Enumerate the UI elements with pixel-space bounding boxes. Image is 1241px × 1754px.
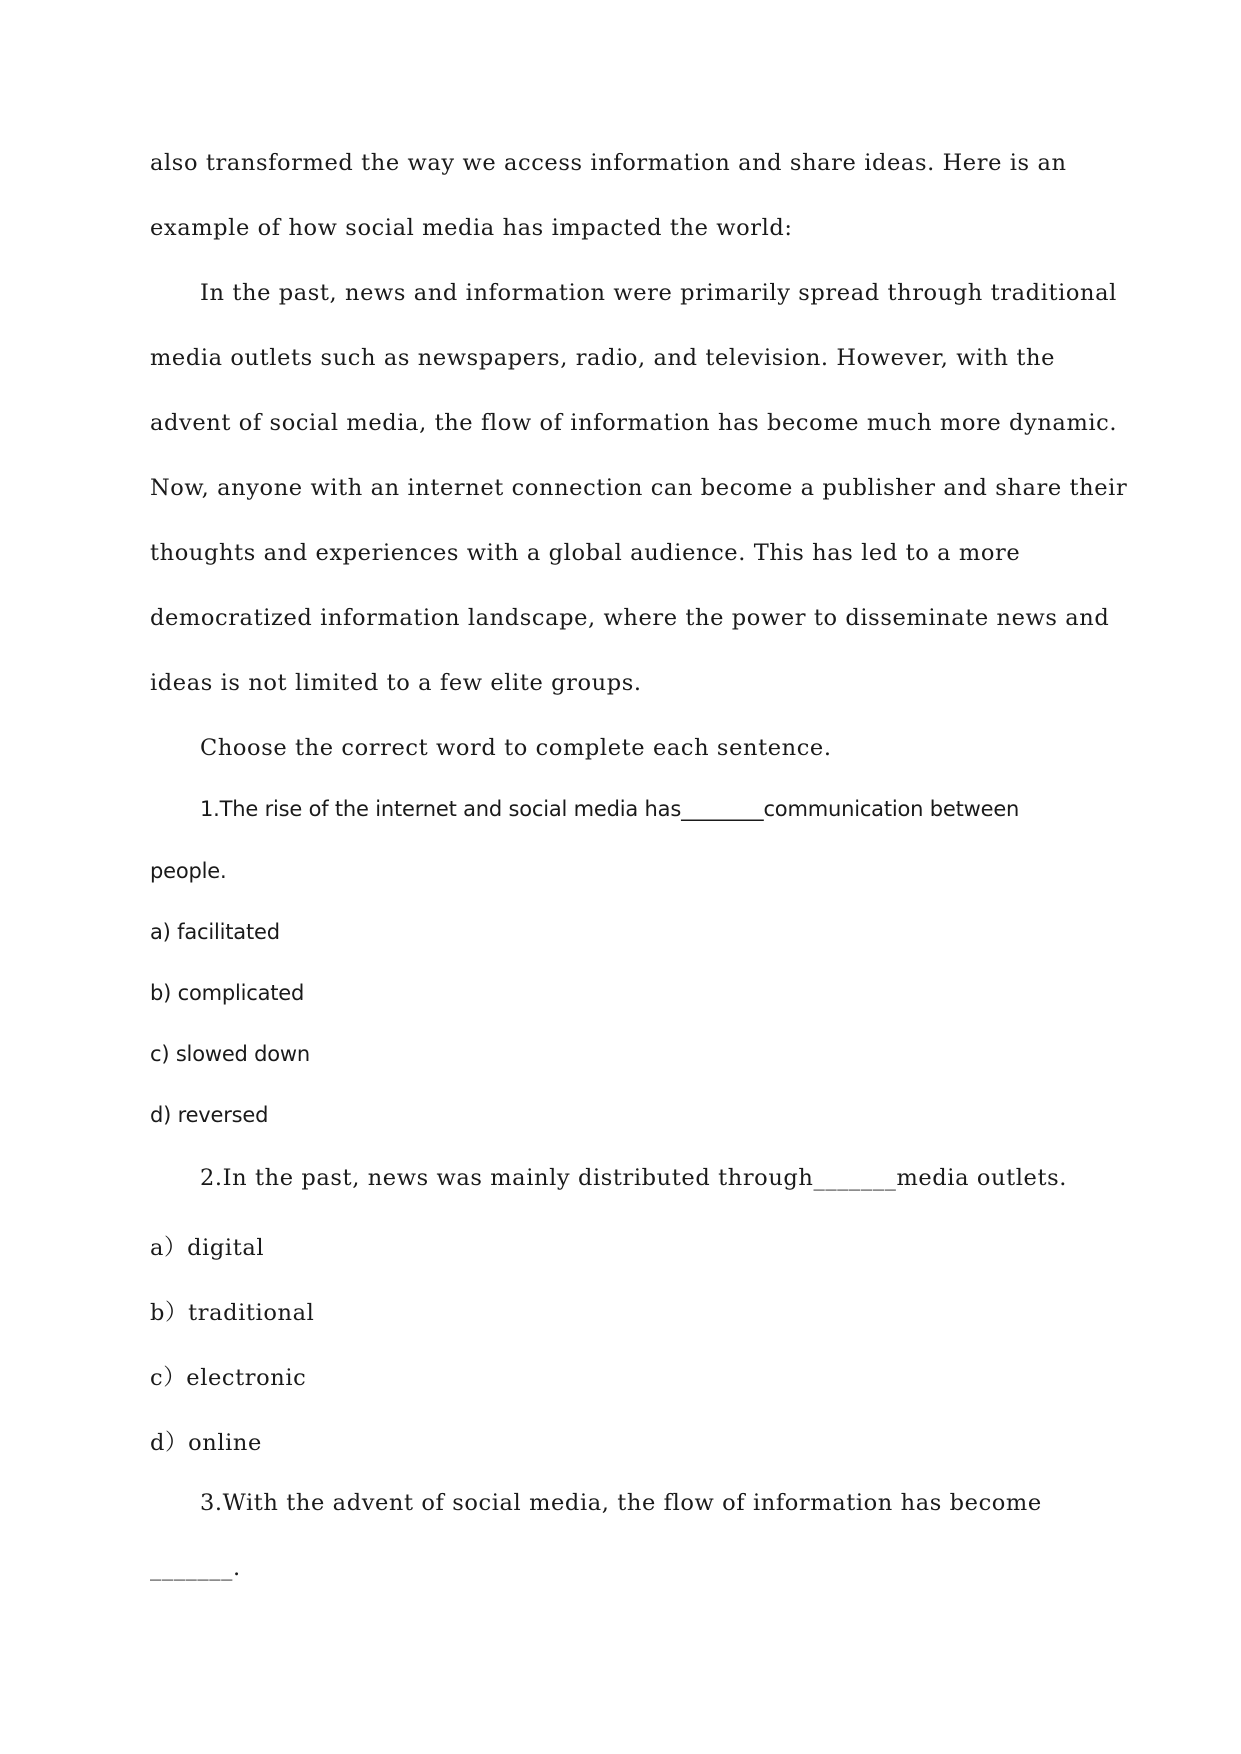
paragraph-line: In the past, news and information were primarily spread through traditional: [200, 280, 1117, 306]
intro-line: example of how social media has impacted the world:: [150, 215, 793, 241]
question-3-text: 3.With the advent of social media, the flow of information has become: [200, 1490, 1042, 1516]
intro-line: also transformed the way we access information and share ideas. Here is an: [150, 150, 1067, 176]
question-1-text: 1.The rise of the internet and social media has________communication between: [200, 797, 1020, 821]
question-2-text: 2.In the past, news was mainly distributed through_______media outlets.: [200, 1165, 1068, 1191]
paragraph-line: media outlets such as newspapers, radio, and television. However, with the: [150, 345, 1055, 371]
question-1-option: d) reversed: [150, 1103, 269, 1127]
paragraph-line: democratized information landscape, where the power to disseminate news and: [150, 605, 1110, 631]
paragraph-line: ideas is not limited to a few elite groups.: [150, 670, 642, 696]
question-1-option: a) facilitated: [150, 920, 280, 944]
question-2-option: d）online: [150, 1430, 262, 1456]
question-2-option: c）electronic: [150, 1365, 307, 1391]
paragraph-line: thoughts and experiences with a global audience. This has led to a more: [150, 540, 1021, 566]
question-1-option: c) slowed down: [150, 1042, 311, 1066]
question-3-text: _______.: [150, 1555, 241, 1581]
instruction-text: Choose the correct word to complete each sentence.: [200, 735, 832, 761]
question-1-text: people.: [150, 859, 227, 883]
paragraph-line: advent of social media, the flow of information has become much more dynamic.: [150, 410, 1118, 436]
paragraph-line: Now, anyone with an internet connection can become a publisher and share their: [150, 475, 1128, 501]
question-2-option: a）digital: [150, 1235, 265, 1261]
question-2-option: b）traditional: [150, 1300, 315, 1326]
question-1-option: b) complicated: [150, 981, 305, 1005]
